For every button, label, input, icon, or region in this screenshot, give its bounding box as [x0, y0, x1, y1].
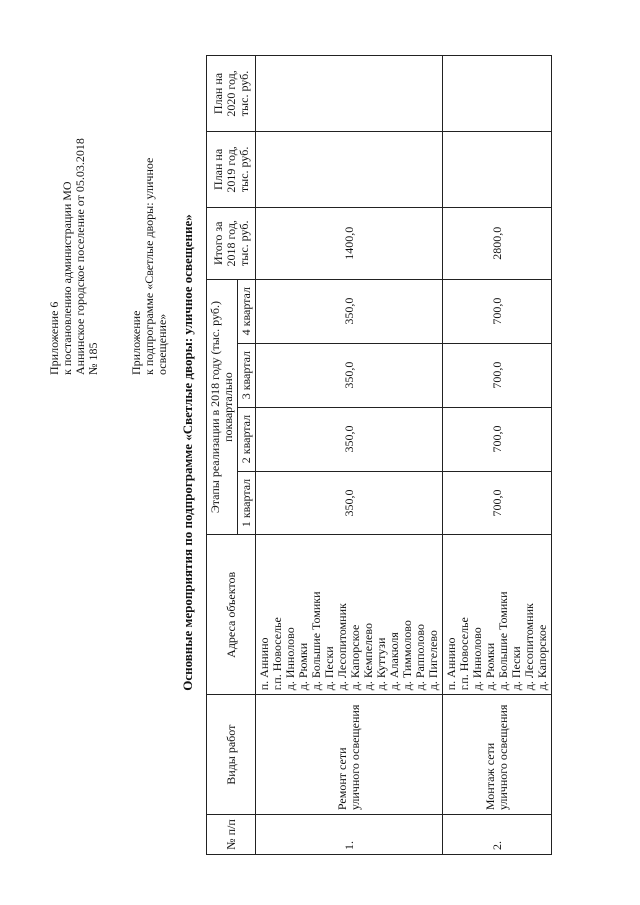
appendix-header-line: к постановлению администрации МО: [60, 181, 74, 375]
subprogram-appendix-note: [130, 35, 169, 375]
subprogram-note-line: освещение»: [155, 313, 169, 375]
q4-value: 700,0: [443, 279, 552, 343]
document-title: Основные мероприятия по подпрограмме «Светлые дворы: уличное освещение»: [180, 214, 195, 691]
address-list: [443, 535, 552, 695]
address-item: д. Алакюля: [387, 632, 401, 691]
address-item: д. Кемпелево: [361, 623, 375, 691]
col-header-q2: 2 квартал: [238, 407, 256, 471]
col-header-plan-2019: План на 2019 год, тыс. руб.: [207, 131, 256, 207]
appendix-header-line: Приложение 6: [47, 301, 61, 375]
q2-value: 700,0: [443, 407, 552, 471]
col-header-num: № п/п: [207, 815, 256, 855]
col-header-plan-2020: План на 2020 год, тыс. руб.: [207, 56, 256, 132]
table-row: [256, 56, 443, 855]
appendix-header-line: Аннинское городское поселение от 05.03.2018: [73, 138, 87, 375]
q1-value: 700,0: [443, 471, 552, 535]
col-header-addresses: Адреса объектов: [207, 535, 256, 695]
table-row: [443, 56, 552, 855]
address-item: д. Иннолово: [470, 627, 484, 691]
plan-2020-value: [256, 56, 443, 132]
measures-table: [206, 55, 552, 855]
col-header-q3: 3 квартал: [238, 343, 256, 407]
address-item: д. Пески: [322, 646, 336, 691]
q1-value: 350,0: [256, 471, 443, 535]
appendix-header-line: № 185: [86, 342, 100, 375]
address-item: д. Рапполово: [413, 624, 427, 691]
address-item: д. Рюмки: [296, 642, 310, 691]
plan-2019-value: [256, 131, 443, 207]
address-item: д. Большие Томики: [496, 591, 510, 691]
appendix-header: [48, 35, 100, 375]
address-item: г.п. Новоселье: [270, 617, 284, 691]
q3-value: 700,0: [443, 343, 552, 407]
work-type: Монтаж сети уличного освещения: [443, 695, 552, 815]
plan-2019-value: [443, 131, 552, 207]
address-item: д. Большие Томики: [309, 591, 323, 691]
address-item: д. Лесопитомник: [522, 603, 536, 691]
plan-2020-value: [443, 56, 552, 132]
address-item: д. Иннолово: [283, 627, 297, 691]
q2-value: 350,0: [256, 407, 443, 471]
subprogram-note-line: Приложение: [129, 310, 143, 375]
address-item: д. Капорское: [348, 624, 362, 691]
col-header-stages: Этапы реализации в 2018 году (тыс. руб.) поквартально: [207, 279, 238, 535]
table-header-row: [207, 56, 238, 855]
work-type: Ремонт сети уличного освещения: [256, 695, 443, 815]
total-2018-value: 1400,0: [256, 207, 443, 279]
subprogram-note-line: к подпрограмме «Светлые дворы: уличное: [142, 157, 156, 375]
address-item: п. Аннино: [257, 637, 271, 691]
total-2018-value: 2800,0: [443, 207, 552, 279]
col-header-works: Виды работ: [207, 695, 256, 815]
col-header-total-2018: Итого за 2018 год, тыс. руб.: [207, 207, 256, 279]
q4-value: 350,0: [256, 279, 443, 343]
address-item: г.п. Новоселье: [457, 617, 471, 691]
address-item: д. Пигелево: [426, 630, 440, 691]
address-item: д. Тиммолово: [400, 620, 414, 691]
row-number: 2.: [443, 815, 552, 855]
address-item: д. Рюмки: [483, 642, 497, 691]
col-header-q4: 4 квартал: [238, 279, 256, 343]
col-header-q1: 1 квартал: [238, 471, 256, 535]
address-item: д. Куттузи: [374, 637, 388, 691]
q3-value: 350,0: [256, 343, 443, 407]
address-list: [256, 535, 443, 695]
address-item: д. Пески: [509, 646, 523, 691]
row-number: 1.: [256, 815, 443, 855]
address-item: д. Лесопитомник: [335, 603, 349, 691]
address-item: д. Капорское: [535, 624, 549, 691]
address-item: п. Аннино: [444, 637, 458, 691]
